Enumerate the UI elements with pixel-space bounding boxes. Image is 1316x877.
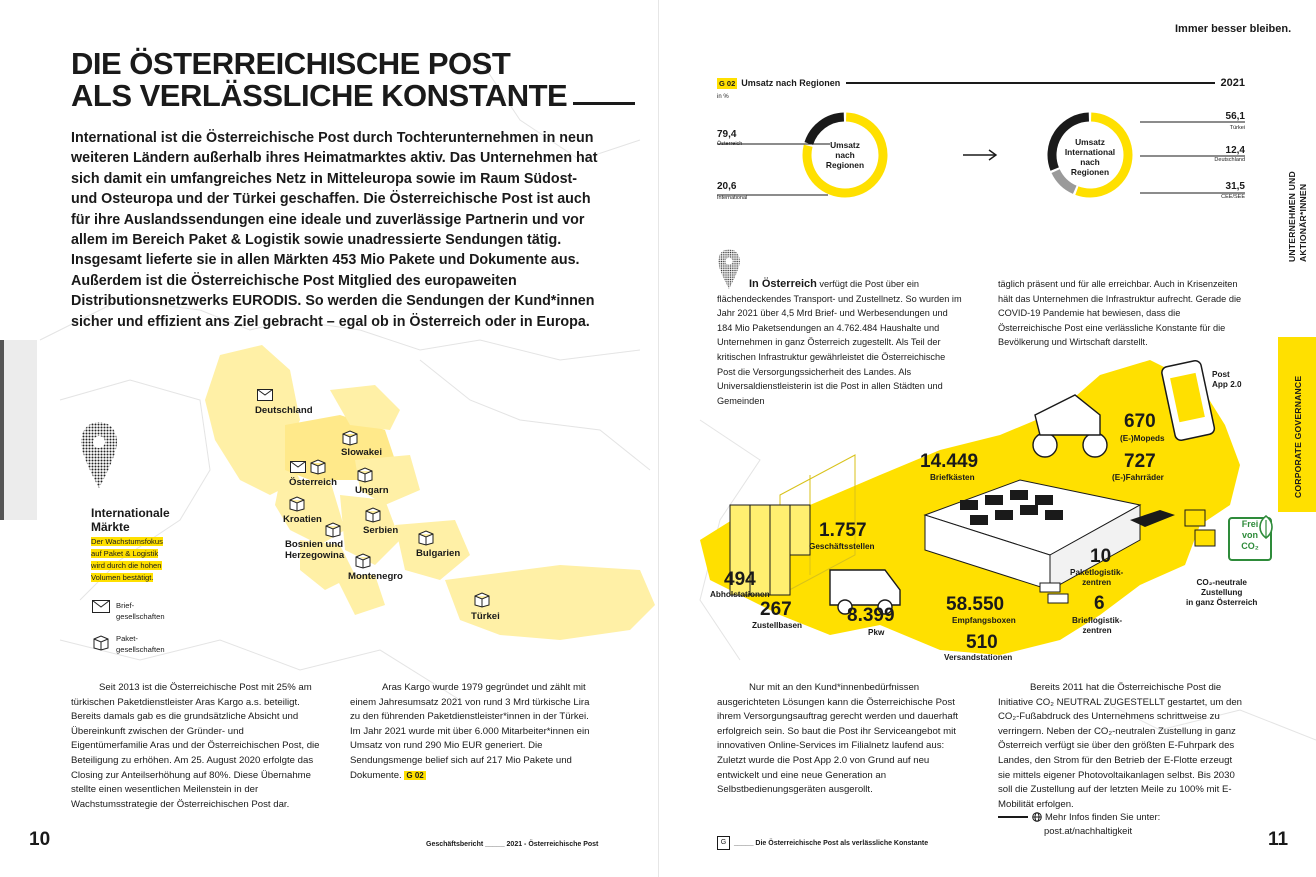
stat-pkw-label: Pkw bbox=[868, 628, 885, 637]
parcel-icon bbox=[418, 530, 434, 546]
title-underline-dash bbox=[573, 102, 635, 105]
legend-letter-line-2: gesellschaften bbox=[116, 612, 165, 621]
side-tab-unternehmen-line-2: AKTIONÄR*INNEN bbox=[1298, 183, 1308, 262]
more-info-text: Mehr Infos finden Sie unter: bbox=[1045, 811, 1161, 822]
stamp-line-1: Frei bbox=[1241, 519, 1259, 529]
more-info-url[interactable]: post.at/nachhaltigkeit bbox=[1044, 825, 1133, 836]
location-pin-icon bbox=[79, 420, 119, 490]
side-tab-corporate-governance-label: CORPORATE GOVERNANCE bbox=[1293, 375, 1303, 498]
stat-brieflogistik-label-line-1: Brieflogistik- bbox=[1072, 616, 1123, 625]
page-spine bbox=[658, 0, 659, 877]
map-heading-line-1: Internationale bbox=[91, 506, 170, 520]
label-montenegro: Montenegro bbox=[348, 571, 403, 582]
country-deutschland bbox=[205, 345, 300, 495]
parcel-icon bbox=[289, 496, 305, 512]
donut1-center-line-2: nach bbox=[835, 150, 855, 160]
legend-parcel-line-1: Paket- bbox=[116, 634, 138, 643]
globe-icon bbox=[1032, 812, 1042, 822]
label-oesterreich: Österreich bbox=[289, 477, 337, 488]
chart-reference-tag: G 02 bbox=[406, 770, 424, 780]
label-international-chart: International bbox=[717, 195, 748, 201]
parcel-icon bbox=[474, 592, 490, 608]
label-kroatien: Kroatien bbox=[283, 514, 322, 525]
label-bulgarien: Bulgarien bbox=[416, 548, 461, 559]
stat-co2-line-3: in ganz Österreich bbox=[1186, 598, 1258, 607]
focus-note-line-3: wird durch die hohen bbox=[91, 561, 162, 570]
label-deutschland: Deutschland bbox=[255, 405, 313, 416]
stat-post-app-line-1: Post bbox=[1212, 370, 1230, 379]
tagline: Immer besser bleiben. bbox=[1175, 23, 1292, 35]
focus-note bbox=[91, 536, 163, 584]
right-body-col-2: Bereits 2011 hat die Österreichische Post die Initiative CO₂ NEUTRAL ZUGESTELLT gestartet, um den CO₂-Fußabdruck des Unternehmens schrittweise zu verringern. Neben der CO₂-neutralen Zustellung in ganz Österreich verfügt sie über den größten E-Fuhrpark des Landes, den Strom für den Betrieb der E-Flotte erzeugt sie mittels eigener Photovoltaikanlagen selbst. Bis 2030 soll die Zustellung auf der letzten Meile zu 100% mit E-Mobilität erfolgen. bbox=[998, 682, 1243, 810]
donut1-center-line-1: Umsatz bbox=[830, 140, 860, 150]
label-ungarn: Ungarn bbox=[355, 485, 389, 496]
stat-brieflogistik-label-line-2: zentren bbox=[1082, 626, 1112, 635]
stat-paketlogistik-label-line-2: zentren bbox=[1082, 578, 1112, 587]
chart-header bbox=[717, 76, 1245, 90]
legend-letter-line-1: Brief- bbox=[116, 601, 135, 610]
parcel-icon bbox=[342, 430, 358, 446]
footer-left: Geschäftsbericht _____ 2021 - Österreichische Post bbox=[426, 841, 599, 848]
right-intro-lead: In Österreich bbox=[749, 278, 817, 290]
stat-pkw-value: 8.399 bbox=[847, 605, 895, 626]
letter-icon bbox=[257, 389, 273, 401]
donut1-center-line-3: Regionen bbox=[825, 160, 865, 170]
label-ceesee-chart: CEE/SEE bbox=[1221, 194, 1245, 200]
stamp-line-3: CO₂ bbox=[1241, 541, 1259, 551]
label-deutschland-chart: Deutschland bbox=[1214, 157, 1245, 163]
stat-co2-line-2: Zustellung bbox=[1201, 588, 1243, 597]
donut2-center-line-1: Umsatz bbox=[1075, 137, 1105, 147]
label-bosnien-line-2: Herzegowina bbox=[285, 550, 345, 561]
side-tab-unternehmen-line-1: UNTERNEHMEN UND bbox=[1287, 171, 1297, 262]
stat-co2-neutral bbox=[1186, 578, 1257, 608]
focus-note-line-1: Der Wachstumsfokus bbox=[91, 537, 163, 546]
label-slowakei: Slowakei bbox=[341, 447, 383, 458]
parcel-icon bbox=[310, 459, 326, 475]
side-tab-unternehmen[interactable] bbox=[1287, 171, 1309, 262]
stat-geschaeftsstellen-label: Geschäftsstellen bbox=[809, 542, 875, 551]
page-title-line-2: ALS VERLÄSSLICHE KONSTANTE bbox=[71, 78, 568, 113]
legend-letter-label bbox=[116, 600, 165, 622]
chart-year: 2021 bbox=[1220, 77, 1245, 89]
parcel-icon bbox=[365, 507, 381, 523]
footer-right bbox=[717, 836, 928, 850]
legend-parcel-label bbox=[116, 633, 165, 655]
stat-abholstationen-label: Abholstationen bbox=[710, 590, 770, 599]
left-body-col-2 bbox=[350, 681, 600, 783]
parcel-icon bbox=[357, 467, 373, 483]
left-tab-edge bbox=[0, 340, 4, 520]
page-number-right: 11 bbox=[1268, 829, 1289, 850]
focus-note-line-2: auf Paket & Logistik bbox=[91, 549, 159, 558]
more-info-dash bbox=[998, 816, 1028, 818]
right-body-col-1: Nur mit an den Kund*innenbedürfnissen ausgerichteten Lösungen kann die Österreichische Post ihrem Versorgungsauftrag gerecht werden und dauerhaft erfolgreich sein. So baut die Post ihr Serviceangebot mit innovativen Online-Services im Filialnetz laufend aus: Zuletzt wurde die Post App 2.0 von Grund auf neu entwickelt und eine neue Generation an Selbstbedienungsgeräten ausgerollt. bbox=[717, 682, 959, 796]
donut2-center-line-3: nach bbox=[1080, 157, 1100, 167]
parcel-icon bbox=[355, 553, 371, 569]
letter-icon bbox=[92, 600, 110, 613]
more-info-link[interactable] bbox=[998, 811, 1160, 822]
stat-zustellbasen-value: 267 bbox=[760, 599, 792, 620]
stat-versandstationen-label: Versandstationen bbox=[944, 653, 1013, 662]
letter-icon bbox=[290, 461, 306, 473]
value-ceesee: 31,5 bbox=[1225, 181, 1245, 192]
label-bosnien bbox=[285, 539, 344, 561]
stamp-line-2: von bbox=[1241, 530, 1258, 540]
stat-paketlogistik-label bbox=[1070, 568, 1123, 588]
left-tab-marker bbox=[0, 340, 37, 520]
stat-geschaeftsstellen-value: 1.757 bbox=[819, 520, 867, 541]
page-number-left: 10 bbox=[29, 829, 51, 850]
stat-paketlogistik-value: 10 bbox=[1090, 546, 1112, 567]
footer-doc-icon: G bbox=[717, 836, 730, 850]
arrow-right-icon bbox=[963, 150, 996, 160]
page-title-line-1: DIE ÖSTERREICHISCHE POST bbox=[71, 46, 511, 81]
chart-tag: G 02 bbox=[719, 78, 736, 88]
international-markets-map bbox=[0, 330, 658, 680]
stat-paketlogistik-label-line-1: Paketlogistik- bbox=[1070, 568, 1124, 577]
stat-mopeds-label: (E-)Mopeds bbox=[1120, 434, 1165, 443]
donut2-center-label bbox=[1050, 137, 1130, 177]
map-heading bbox=[91, 506, 170, 534]
right-intro-col-1-text: verfügt die Post über ein flächendeckendes Transport- und Zustellnetz. So wurden im Jahr 2021 über 4,5 Mrd Brief- und Werbesendungen und 184 Mio Paketsendungen an 4.762.484 Haushalte und Unternehmen in ganz Österreich zugestellt. Als Teil der kritischen Infrastruktur gewährleistet die Österreichische Post die Versorgungssicherheit des Landes. Als Universaldienstleisterin ist die Post in allen Städten und Gemeinden bbox=[717, 279, 962, 406]
value-international: 20,6 bbox=[717, 181, 737, 192]
label-bosnien-line-1: Bosnien und bbox=[285, 539, 344, 550]
stat-briefkaesten-value: 14.449 bbox=[920, 451, 979, 472]
label-oesterreich-chart: Österreich bbox=[717, 141, 743, 147]
footer-right-text: _____ Die Österreichische Post als verlässliche Konstante bbox=[734, 839, 929, 847]
left-body-col-1: Seit 2013 ist die Österreichische Post mit 25% am türkischen Paketdienstleister Aras Kargo a.s. beteiligt. Bereits damals gab es die grundsätzliche Absicht und Übereinkunft zwischen der Gründer- und Eigentümerfamilie Aras und der Österreichischen Post, die Beteiligung zu erhöhen. Am 25. August 2020 erfolgte das Closing zur Anteilserhöhung auf 80%. Diese Übernahme stellte einen wesentlichen Meilenstein in der Wachstumsstrategie der Österreichischen Post dar. bbox=[71, 682, 320, 810]
value-tuerkei: 56,1 bbox=[1225, 111, 1245, 122]
stat-bikes-value: 727 bbox=[1124, 451, 1156, 472]
stat-bikes-label: (E-)Fahrräder bbox=[1112, 473, 1164, 482]
chart-unit: in % bbox=[717, 94, 729, 100]
page-title bbox=[71, 48, 635, 112]
left-body-col-2-text: Aras Kargo wurde 1979 gegründet und zählt mit einem Jahresumsatz 2021 von rund 3 Mrd türkische Lira zu den führenden Paketdienstleister*innen in der Türkei. Im Jahr 2021 wurde mit über 6.000 Mitarbeiter*innen ein Umsatz von rund 290 Mio EUR generiert. Die Sendungsmenge belief sich auf 217 Mio Pakete und Dokumente. bbox=[350, 682, 590, 781]
parcel-icon bbox=[92, 635, 110, 651]
donut2-center-line-2: International bbox=[1064, 147, 1116, 157]
lead-paragraph: International ist die Österreichische Post durch Tochterunternehmen in neun weiteren Ländern außerhalb ihres Heimatmarktes aktiv. Das Unternehmen hat sich damit ein umfangreiches Netz in Mitteleuropa sowie im Raum Südost- und Osteuropa und der Türkei geschaffen. Die Österreichische Post ist auch für ihre Auslandssendungen eine ideale und zuverlässige Partnerin und vor allem im Bereich Paket & Logistik sowie unadressierte Sendungen tätig. Insgesamt lieferte sie in allen Märkten 453 Mio Pakete und Dokumente aus. Außerdem ist die Österreichische Post Mitglied des europaweiten Distributionsnetzwerks EURODIS. So werden die Sendungen der Kund*innen sicher und effizient ans Ziel gebracht – egal ob in Österreich oder in Europa. bbox=[71, 130, 598, 330]
revenue-donut-charts bbox=[700, 100, 1260, 210]
stat-post-app-line-2: App 2.0 bbox=[1212, 380, 1242, 389]
chart-header-rule bbox=[846, 82, 1214, 84]
focus-note-line-4: Volumen bestätigt. bbox=[91, 573, 154, 582]
map-heading-line-2: Märkte bbox=[91, 520, 130, 534]
stat-briefkaesten-label: Briefkästen bbox=[930, 473, 975, 482]
stat-empfangsboxen-value: 58.550 bbox=[946, 594, 1005, 615]
stat-empfangsboxen-label: Empfangsboxen bbox=[952, 616, 1016, 625]
legend-parcel-line-2: gesellschaften bbox=[116, 645, 165, 654]
stat-zustellbasen-label: Zustellbasen bbox=[752, 621, 803, 630]
donut2-center-line-4: Regionen bbox=[1070, 167, 1110, 177]
stat-brieflogistik-label bbox=[1072, 616, 1122, 636]
label-tuerkei-chart: Türkei bbox=[1229, 125, 1245, 131]
label-serbien: Serbien bbox=[363, 525, 399, 536]
parcel-icon bbox=[325, 522, 341, 538]
value-deutschland: 12,4 bbox=[1225, 145, 1245, 156]
value-oesterreich: 79,4 bbox=[717, 129, 737, 140]
stat-post-app bbox=[1212, 370, 1242, 390]
stat-abholstationen-value: 494 bbox=[724, 569, 756, 590]
chart-title: Umsatz nach Regionen bbox=[741, 78, 841, 88]
donut1-center-label bbox=[815, 140, 875, 170]
right-intro-col-2: täglich präsent und für alle erreichbar. Auch in Krisenzeiten hält das Unternehmen die Infrastruktur aufrecht. Gerade die COVID-19 Pandemie hat bewiesen, dass die Österreichische Post eine verlässliche Konstante für die Bevölkerung und Wirtschaft darstellt. bbox=[998, 279, 1242, 348]
label-tuerkei: Türkei bbox=[471, 611, 500, 622]
leaf-icon bbox=[1255, 514, 1277, 540]
stat-co2-line-1: CO₂-neutrale bbox=[1196, 578, 1247, 587]
stat-versandstationen-value: 510 bbox=[966, 632, 998, 653]
stat-brieflogistik-value: 6 bbox=[1094, 593, 1105, 614]
stat-mopeds-value: 670 bbox=[1124, 411, 1156, 432]
